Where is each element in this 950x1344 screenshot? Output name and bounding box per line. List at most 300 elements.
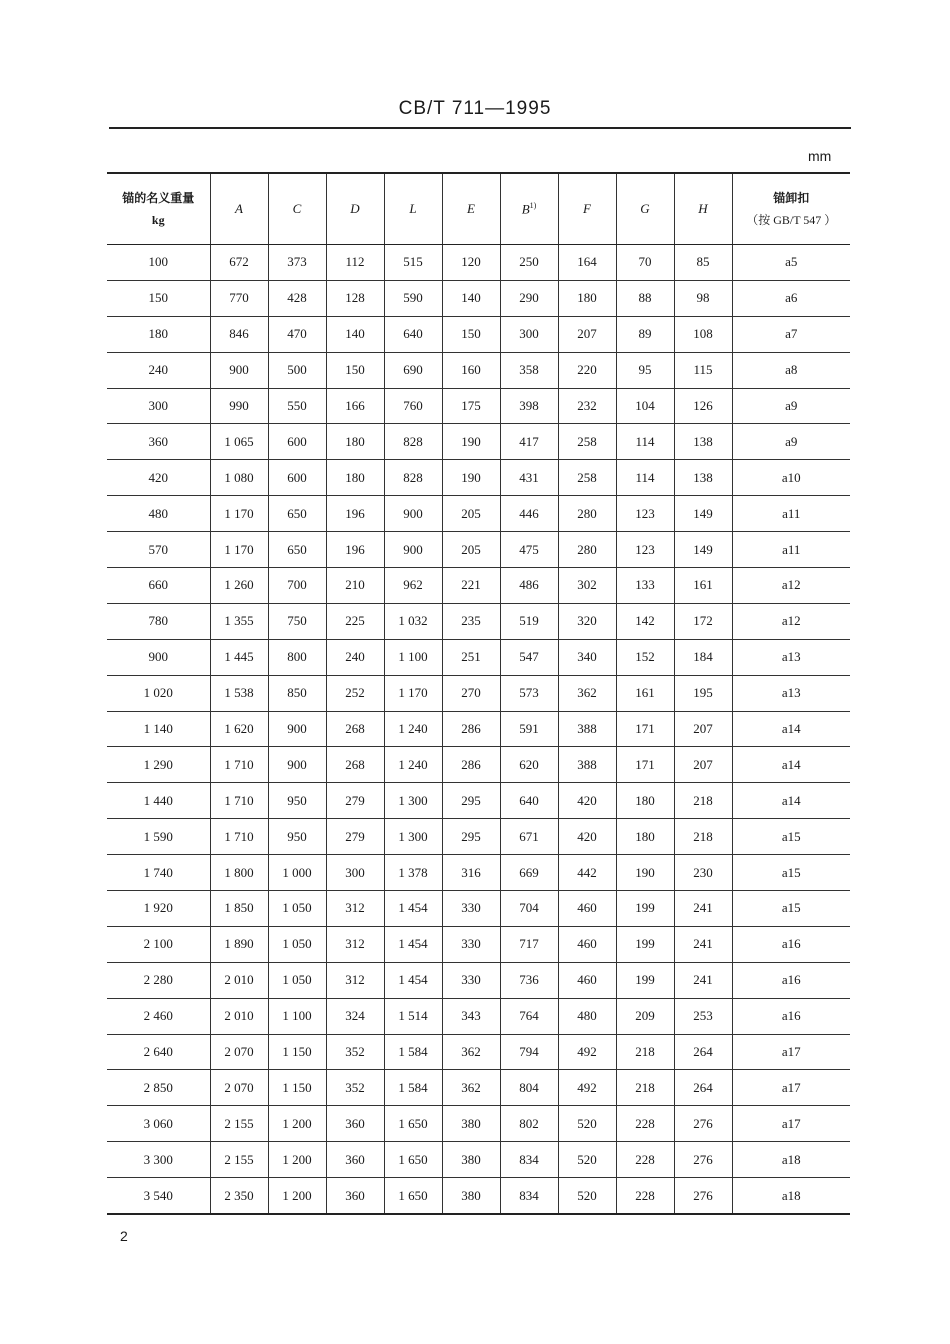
table-cell: 218 [616, 1070, 674, 1106]
table-cell: 1 445 [210, 639, 268, 675]
table-cell: 152 [616, 639, 674, 675]
table-cell: 2 280 [107, 962, 210, 998]
table-cell: 1 454 [384, 962, 442, 998]
table-cell: 160 [442, 352, 500, 388]
table-cell: 205 [442, 496, 500, 532]
table-cell: 115 [674, 352, 732, 388]
table-cell: 199 [616, 891, 674, 927]
table-cell: 828 [384, 424, 442, 460]
table-cell: 343 [442, 998, 500, 1034]
table-cell: 800 [268, 639, 326, 675]
table-cell: a14 [732, 783, 850, 819]
table-cell: 280 [558, 496, 616, 532]
table-row [107, 1070, 850, 1106]
table-cell: 1 590 [107, 819, 210, 855]
table-cell: 620 [500, 747, 558, 783]
table-cell: 209 [616, 998, 674, 1034]
table-cell: 1 300 [384, 819, 442, 855]
table-cell: 962 [384, 568, 442, 604]
table-cell: 717 [500, 926, 558, 962]
table-cell: 2 350 [210, 1178, 268, 1214]
table-cell: 100 [107, 245, 210, 281]
table-cell: 300 [500, 316, 558, 352]
table-body [107, 245, 850, 1215]
table-cell: 114 [616, 424, 674, 460]
table-cell: 520 [558, 1106, 616, 1142]
table-cell: 290 [500, 280, 558, 316]
table-cell: 252 [326, 675, 384, 711]
table-cell: 276 [674, 1142, 732, 1178]
table-cell: 340 [558, 639, 616, 675]
table-cell: 1 538 [210, 675, 268, 711]
table-cell: 220 [558, 352, 616, 388]
table-cell: 1 300 [384, 783, 442, 819]
table-cell: 1 710 [210, 747, 268, 783]
table-cell: 1 032 [384, 603, 442, 639]
table-cell: 834 [500, 1142, 558, 1178]
table-cell: 300 [326, 855, 384, 891]
table-cell: 900 [384, 496, 442, 532]
table-cell: 104 [616, 388, 674, 424]
table-cell: 251 [442, 639, 500, 675]
table-cell: a11 [732, 532, 850, 568]
table-cell: 312 [326, 891, 384, 927]
table-cell: 279 [326, 819, 384, 855]
table-cell: 2 640 [107, 1034, 210, 1070]
table-cell: 1 065 [210, 424, 268, 460]
table-cell: 2 010 [210, 962, 268, 998]
table-cell: 161 [674, 568, 732, 604]
table-cell: 2 100 [107, 926, 210, 962]
table-cell: 330 [442, 926, 500, 962]
table-cell: 180 [558, 280, 616, 316]
table-cell: 900 [268, 711, 326, 747]
table-cell: 95 [616, 352, 674, 388]
table-row [107, 1178, 850, 1214]
table-cell: 760 [384, 388, 442, 424]
header-E: E [442, 173, 500, 245]
table-cell: 270 [442, 675, 500, 711]
table-cell: 750 [268, 603, 326, 639]
table-cell: 190 [616, 855, 674, 891]
table-cell: a9 [732, 388, 850, 424]
table-row [107, 639, 850, 675]
table-cell: a11 [732, 496, 850, 532]
table-cell: 2 070 [210, 1070, 268, 1106]
table-cell: 138 [674, 424, 732, 460]
table-cell: 794 [500, 1034, 558, 1070]
table-cell: 161 [616, 675, 674, 711]
table-cell: 672 [210, 245, 268, 281]
table-row [107, 926, 850, 962]
table-cell: 253 [674, 998, 732, 1034]
table-cell: 1 650 [384, 1106, 442, 1142]
table-cell: 1 710 [210, 783, 268, 819]
table-cell: 1 080 [210, 460, 268, 496]
table-cell: 900 [210, 352, 268, 388]
header-shackle-label: 锚卸扣 [773, 191, 810, 205]
table-cell: 1 100 [384, 639, 442, 675]
table-cell: 89 [616, 316, 674, 352]
table-cell: 264 [674, 1034, 732, 1070]
table-cell: 900 [268, 747, 326, 783]
table-cell: 398 [500, 388, 558, 424]
table-cell: 241 [674, 926, 732, 962]
table-cell: a14 [732, 711, 850, 747]
table-cell: 218 [674, 783, 732, 819]
header-shackle [732, 173, 850, 245]
table-cell: 230 [674, 855, 732, 891]
table-cell: 268 [326, 747, 384, 783]
table-cell: 1 454 [384, 891, 442, 927]
table-cell: 2 070 [210, 1034, 268, 1070]
table-cell: 1 290 [107, 747, 210, 783]
table-cell: 834 [500, 1178, 558, 1214]
table-cell: 1 050 [268, 926, 326, 962]
header-nominal-weight-unit: kg [151, 213, 165, 227]
table-cell: 660 [107, 568, 210, 604]
table-cell: 671 [500, 819, 558, 855]
table-cell: 600 [268, 460, 326, 496]
table-cell: 460 [558, 891, 616, 927]
table-cell: 900 [107, 639, 210, 675]
table-cell: 690 [384, 352, 442, 388]
table-cell: 150 [326, 352, 384, 388]
table-cell: 112 [326, 245, 384, 281]
table-cell: 180 [326, 424, 384, 460]
table-cell: 164 [558, 245, 616, 281]
table-cell: 240 [107, 352, 210, 388]
table-cell: 302 [558, 568, 616, 604]
table-cell: 295 [442, 819, 500, 855]
table-cell: 128 [326, 280, 384, 316]
table-cell: 142 [616, 603, 674, 639]
table-cell: 850 [268, 675, 326, 711]
table-cell: 172 [674, 603, 732, 639]
table-cell: 312 [326, 962, 384, 998]
table-cell: 3 540 [107, 1178, 210, 1214]
table-row [107, 1142, 850, 1178]
table-cell: 520 [558, 1178, 616, 1214]
table-cell: 180 [326, 460, 384, 496]
table-cell: 70 [616, 245, 674, 281]
table-cell: a14 [732, 747, 850, 783]
table-cell: 218 [674, 819, 732, 855]
table-cell: 150 [107, 280, 210, 316]
table-cell: 380 [442, 1142, 500, 1178]
table-row [107, 711, 850, 747]
table-cell: a15 [732, 855, 850, 891]
table-cell: 232 [558, 388, 616, 424]
table-cell: 199 [616, 962, 674, 998]
table-cell: 3 300 [107, 1142, 210, 1178]
table-cell: 316 [442, 855, 500, 891]
table-cell: 140 [326, 316, 384, 352]
table-cell: 312 [326, 926, 384, 962]
table-cell: 228 [616, 1178, 674, 1214]
header-nominal-weight [107, 173, 210, 245]
table-cell: a16 [732, 962, 850, 998]
table-cell: 388 [558, 711, 616, 747]
table-cell: 250 [500, 245, 558, 281]
table-cell: 388 [558, 747, 616, 783]
table-cell: 650 [268, 532, 326, 568]
table-cell: 171 [616, 711, 674, 747]
table-cell: a12 [732, 603, 850, 639]
table-cell: 1 650 [384, 1142, 442, 1178]
table-cell: a13 [732, 675, 850, 711]
table-cell: 1 000 [268, 855, 326, 891]
table-cell: 330 [442, 891, 500, 927]
table-cell: 175 [442, 388, 500, 424]
table-cell: 352 [326, 1034, 384, 1070]
table-cell: 360 [326, 1178, 384, 1214]
table-cell: a18 [732, 1142, 850, 1178]
table-cell: 1 170 [384, 675, 442, 711]
table-row [107, 316, 850, 352]
table-cell: a15 [732, 819, 850, 855]
table-cell: 184 [674, 639, 732, 675]
table-cell: 640 [500, 783, 558, 819]
table-cell: 1 454 [384, 926, 442, 962]
table-cell: 324 [326, 998, 384, 1034]
table-cell: 228 [616, 1106, 674, 1142]
table-cell: 2 010 [210, 998, 268, 1034]
table-cell: 360 [107, 424, 210, 460]
table-row [107, 675, 850, 711]
header-D: D [326, 173, 384, 245]
table-cell: 520 [558, 1142, 616, 1178]
table-cell: 218 [616, 1034, 674, 1070]
table-cell: 225 [326, 603, 384, 639]
table-cell: 550 [268, 388, 326, 424]
table-cell: 480 [107, 496, 210, 532]
table-cell: 166 [326, 388, 384, 424]
header-shackle-standard: （按 GB/T 547 ） [746, 213, 837, 227]
table-cell: 802 [500, 1106, 558, 1142]
table-cell: 2 155 [210, 1142, 268, 1178]
table-cell: 2 850 [107, 1070, 210, 1106]
table-row [107, 747, 850, 783]
table-cell: 486 [500, 568, 558, 604]
table-cell: 547 [500, 639, 558, 675]
table-cell: 88 [616, 280, 674, 316]
table-cell: 669 [500, 855, 558, 891]
table-row [107, 280, 850, 316]
table-cell: 1 050 [268, 891, 326, 927]
table-cell: a18 [732, 1178, 850, 1214]
table-row [107, 962, 850, 998]
table-cell: 1 584 [384, 1034, 442, 1070]
table-cell: 446 [500, 496, 558, 532]
table-cell: 280 [558, 532, 616, 568]
table-cell: a16 [732, 926, 850, 962]
table-cell: 1 150 [268, 1070, 326, 1106]
table-cell: 380 [442, 1106, 500, 1142]
table-cell: 1 200 [268, 1142, 326, 1178]
table-cell: 207 [674, 747, 732, 783]
table-cell: 114 [616, 460, 674, 496]
table-row [107, 388, 850, 424]
header-C: C [268, 173, 326, 245]
table-cell: 764 [500, 998, 558, 1034]
table-cell: 900 [384, 532, 442, 568]
table-cell: 570 [107, 532, 210, 568]
table-header-row [107, 173, 850, 245]
table-cell: 123 [616, 532, 674, 568]
table-row [107, 998, 850, 1034]
table-cell: 428 [268, 280, 326, 316]
table-cell: 268 [326, 711, 384, 747]
table-cell: 590 [384, 280, 442, 316]
table-cell: 442 [558, 855, 616, 891]
table-row [107, 352, 850, 388]
header-B-footnote-mark: 1) [529, 200, 537, 210]
table-cell: 133 [616, 568, 674, 604]
table-cell: 420 [558, 783, 616, 819]
table-cell: 1 740 [107, 855, 210, 891]
header-F: F [558, 173, 616, 245]
table-cell: 286 [442, 747, 500, 783]
table-cell: 420 [558, 819, 616, 855]
header-L: L [384, 173, 442, 245]
table-cell: 149 [674, 496, 732, 532]
table-cell: a15 [732, 891, 850, 927]
table-cell: a8 [732, 352, 850, 388]
table-cell: 460 [558, 926, 616, 962]
table-cell: 360 [326, 1142, 384, 1178]
table-cell: 950 [268, 819, 326, 855]
table-cell: 207 [558, 316, 616, 352]
table-cell: 149 [674, 532, 732, 568]
document-code: CB/T 711—1995 [398, 98, 552, 119]
table-cell: 108 [674, 316, 732, 352]
table-cell: 1 020 [107, 675, 210, 711]
table-cell: 1 920 [107, 891, 210, 927]
table-cell: 1 260 [210, 568, 268, 604]
table-cell: 258 [558, 424, 616, 460]
table-cell: 1 514 [384, 998, 442, 1034]
table-cell: 241 [674, 891, 732, 927]
table-row [107, 532, 850, 568]
anchor-dimension-table [107, 172, 850, 1215]
table-cell: 2 460 [107, 998, 210, 1034]
header-B-symbol: B [521, 201, 530, 217]
table-cell: 279 [326, 783, 384, 819]
table-cell: 846 [210, 316, 268, 352]
table-row [107, 568, 850, 604]
table-cell: 492 [558, 1070, 616, 1106]
table-cell: 180 [616, 819, 674, 855]
table-cell: 85 [674, 245, 732, 281]
table-cell: 276 [674, 1106, 732, 1142]
table-cell: 258 [558, 460, 616, 496]
table-cell: 1 150 [268, 1034, 326, 1070]
table-cell: 1 100 [268, 998, 326, 1034]
table-cell: 240 [326, 639, 384, 675]
table-row [107, 603, 850, 639]
table-cell: 1 650 [384, 1178, 442, 1214]
table-cell: 241 [674, 962, 732, 998]
table-cell: 140 [442, 280, 500, 316]
table-cell: a10 [732, 460, 850, 496]
table-cell: 650 [268, 496, 326, 532]
table-row [107, 855, 850, 891]
table-cell: 264 [674, 1070, 732, 1106]
table-cell: 736 [500, 962, 558, 998]
table-cell: 417 [500, 424, 558, 460]
table-cell: 360 [326, 1106, 384, 1142]
table-cell: 1 240 [384, 711, 442, 747]
table-cell: 196 [326, 496, 384, 532]
table-cell: 126 [674, 388, 732, 424]
table-cell: a5 [732, 245, 850, 281]
table-cell: 1 710 [210, 819, 268, 855]
table-cell: 480 [558, 998, 616, 1034]
table-cell: 205 [442, 532, 500, 568]
table-cell: 98 [674, 280, 732, 316]
table-cell: 150 [442, 316, 500, 352]
header-H: H [674, 173, 732, 245]
table-cell: 373 [268, 245, 326, 281]
table-row [107, 891, 850, 927]
table-cell: 704 [500, 891, 558, 927]
table-cell: 519 [500, 603, 558, 639]
table-cell: a7 [732, 316, 850, 352]
table-cell: 138 [674, 460, 732, 496]
page-number: 2 [120, 1228, 128, 1244]
table-row [107, 783, 850, 819]
table-cell: 1 800 [210, 855, 268, 891]
table-row [107, 1106, 850, 1142]
table-cell: 1 620 [210, 711, 268, 747]
table-cell: 3 060 [107, 1106, 210, 1142]
table-cell: 221 [442, 568, 500, 604]
table-cell: 1 050 [268, 962, 326, 998]
table-cell: a6 [732, 280, 850, 316]
table-cell: a13 [732, 639, 850, 675]
table-cell: 1 200 [268, 1178, 326, 1214]
table-cell: 190 [442, 424, 500, 460]
table-cell: 515 [384, 245, 442, 281]
header-A: A [210, 173, 268, 245]
table-cell: 1 170 [210, 532, 268, 568]
header-rule [109, 127, 851, 129]
table-cell: 180 [107, 316, 210, 352]
table-cell: a17 [732, 1034, 850, 1070]
table-cell: 470 [268, 316, 326, 352]
table-cell: 804 [500, 1070, 558, 1106]
table-row [107, 460, 850, 496]
table-cell: 362 [442, 1070, 500, 1106]
table-cell: 228 [616, 1142, 674, 1178]
table-row [107, 496, 850, 532]
table-cell: 171 [616, 747, 674, 783]
table-cell: 123 [616, 496, 674, 532]
table-cell: 1 850 [210, 891, 268, 927]
table-cell: 431 [500, 460, 558, 496]
table-cell: 358 [500, 352, 558, 388]
table-cell: 295 [442, 783, 500, 819]
table-cell: 352 [326, 1070, 384, 1106]
table-cell: 362 [442, 1034, 500, 1070]
table-cell: 1 584 [384, 1070, 442, 1106]
table-cell: 780 [107, 603, 210, 639]
table-cell: 286 [442, 711, 500, 747]
table-row [107, 245, 850, 281]
table-cell: a17 [732, 1070, 850, 1106]
table-cell: 207 [674, 711, 732, 747]
